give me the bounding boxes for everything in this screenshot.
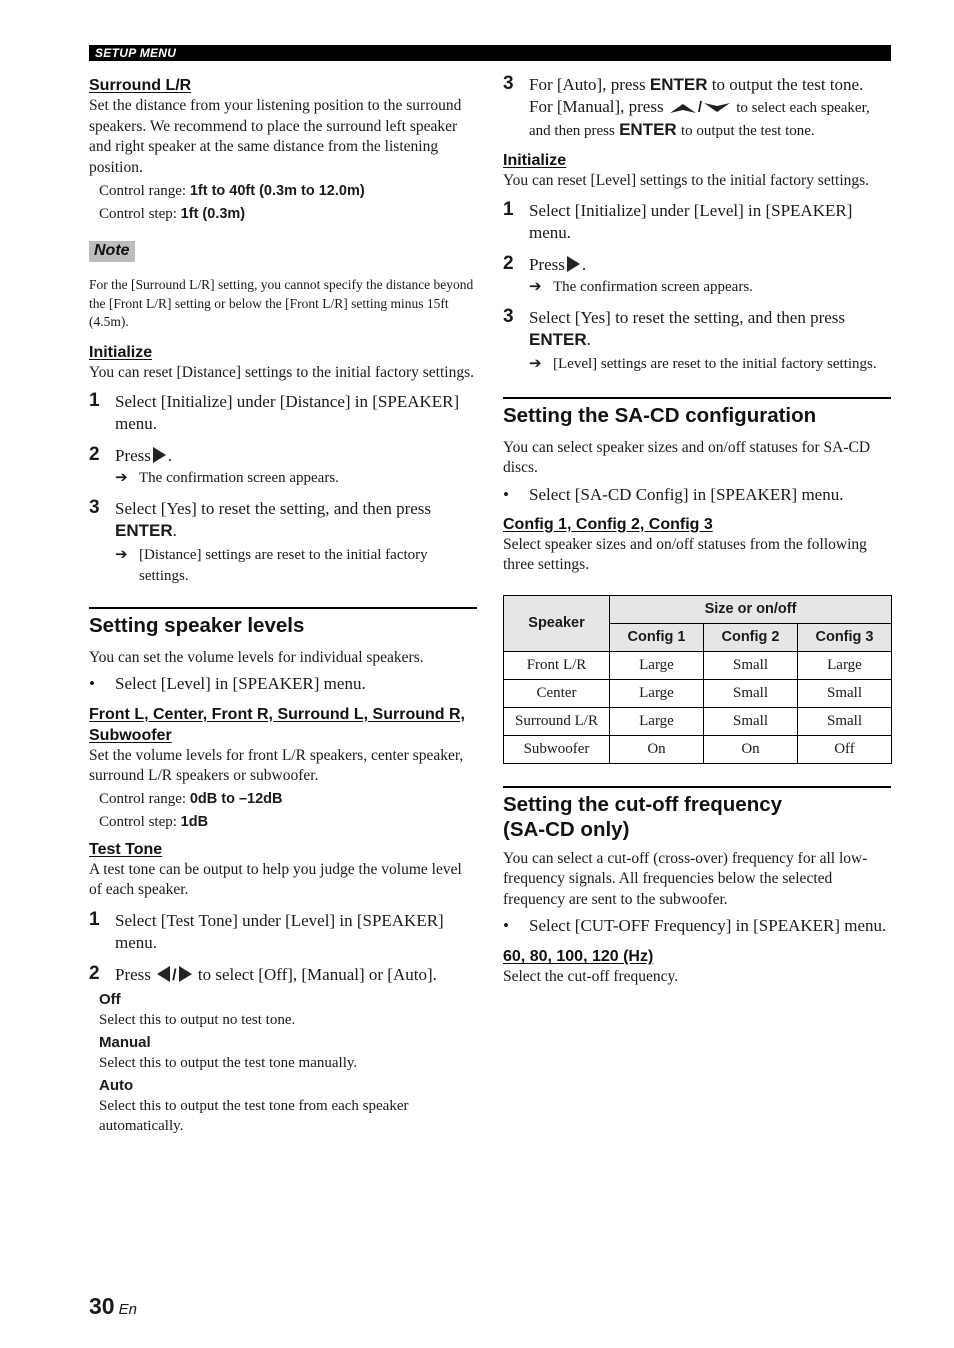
test-tone-body: A test tone can be output to help you judge the volume level of each speaker. xyxy=(89,860,462,898)
result-arrow-icon: ➔ xyxy=(529,355,542,372)
table-cell: Large xyxy=(798,651,892,679)
control-step-label: Control step: xyxy=(99,206,177,222)
step-text: to select each speaker, and then press xyxy=(529,100,870,139)
control-step-label: Control step: xyxy=(99,813,177,830)
front-levels-body: Set the volume levels for front L/R speakers, center speaker, surround L/R speakers or subwoofer. xyxy=(89,746,464,784)
table-header-speaker: Speaker xyxy=(504,595,610,651)
slash: / xyxy=(697,99,702,116)
table-row xyxy=(504,651,892,679)
step-text: Select [Yes] to reset the setting, and then press xyxy=(529,307,846,327)
table-header-row xyxy=(504,595,892,623)
table-cell: Front L/R xyxy=(504,651,610,679)
table-cell: Subwoofer xyxy=(504,735,610,763)
control-step-value: 1ft (0.3m) xyxy=(180,206,246,222)
speaker-levels-heading: Setting speaker levels xyxy=(89,614,305,637)
table-cell: Small xyxy=(704,651,798,679)
table-cell: On xyxy=(704,735,798,763)
enter-key-label: ENTER xyxy=(529,329,587,349)
table-header-config-1: Config 1 xyxy=(610,623,704,651)
step-number: 2 xyxy=(89,444,100,465)
slash: / xyxy=(172,966,177,984)
sacd-config-heading: Setting the SA-CD configuration xyxy=(503,403,817,427)
table-header-config-3: Config 3 xyxy=(798,623,892,651)
surround-control-range xyxy=(99,180,477,203)
test-tone-title: Test Tone xyxy=(89,840,163,858)
option-auto-desc: Select this to output the test tone from each speaker automatically. xyxy=(99,1097,409,1134)
option-manual-desc: Select this to output the test tone manually. xyxy=(99,1054,358,1071)
result-text: The confirmation screen appears. xyxy=(553,278,753,295)
bullet-dot: • xyxy=(503,484,509,504)
note-box xyxy=(89,241,477,332)
cutoff-bullet xyxy=(503,915,891,937)
cutoff-subtitle: 60, 80, 100, 120 (Hz) xyxy=(503,948,654,965)
config-table xyxy=(503,595,892,764)
initialize-level-title: Initialize xyxy=(503,152,567,169)
result-text: The confirmation screen appears. xyxy=(139,470,339,486)
table-header-group: Size or on/off xyxy=(610,595,892,623)
page-language: En xyxy=(118,1301,137,1318)
result-text: [Level] settings are reset to the initial factory settings. xyxy=(553,355,877,372)
bullet-text: Select [SA-CD Config] in [SPEAKER] menu. xyxy=(529,484,844,504)
initialize-level-body: You can reset [Level] settings to the initial factory settings. xyxy=(503,172,870,189)
distance-step-2 xyxy=(89,445,477,467)
step-text: Select [Yes] to reset the setting, and then press xyxy=(115,499,432,518)
distance-step-3-result xyxy=(89,545,477,587)
section-header-bar xyxy=(89,45,891,61)
surround-lr-title: Surround L/R xyxy=(89,77,192,94)
up-chevron-icon xyxy=(668,102,698,114)
control-range-value: 1ft to 40ft (0.3m to 12.0m) xyxy=(189,183,365,199)
step-number: 3 xyxy=(89,497,100,518)
level-step-1 xyxy=(503,200,891,244)
table-cell: Off xyxy=(798,735,892,763)
bullet-dot: • xyxy=(89,673,95,693)
config-subtitle: Config 1, Config 2, Config 3 xyxy=(503,515,713,533)
option-manual-label: Manual xyxy=(99,1033,151,1051)
sacd-config-section xyxy=(503,397,891,428)
surround-control-step xyxy=(99,203,477,226)
step-number: 2 xyxy=(503,252,514,274)
enter-key-label: ENTER xyxy=(619,120,677,139)
speaker-levels-section xyxy=(89,607,477,638)
note-text: For the [Surround L/R] setting, you cannot specify the distance beyond the [Front L/R] setting or below the [Front L/R] setting minus 15ft (4.5m). xyxy=(89,277,474,329)
step-number: 2 xyxy=(89,962,100,984)
control-range-label: Control range: xyxy=(99,790,187,807)
table-cell: Small xyxy=(798,707,892,735)
front-levels-title: Front L, Center, Front R, Surround L, Surround R, Subwoofer xyxy=(89,705,465,744)
table-row xyxy=(504,735,892,763)
step-number: 1 xyxy=(503,198,514,220)
enter-key-label: ENTER xyxy=(649,75,708,94)
right-column xyxy=(503,70,891,988)
right-arrow-icon xyxy=(179,966,192,982)
result-arrow-icon: ➔ xyxy=(115,547,128,563)
bullet-text: Select [CUT-OFF Frequency] in [SPEAKER] menu. xyxy=(529,916,887,935)
initialize-distance-title: Initialize xyxy=(89,343,153,361)
step-text: Press xyxy=(115,446,151,465)
step-number: 1 xyxy=(89,390,100,411)
test-tone-step-1 xyxy=(89,910,477,954)
distance-step-2-result xyxy=(89,468,477,489)
cutoff-section xyxy=(503,786,891,842)
table-cell: Small xyxy=(704,707,798,735)
right-arrow-icon xyxy=(567,256,580,272)
step-text-end: . xyxy=(586,329,591,349)
step-text-end: . xyxy=(581,254,587,274)
step-number: 3 xyxy=(503,305,514,327)
left-column xyxy=(89,70,477,1136)
table-cell: Small xyxy=(704,679,798,707)
table-cell: Small xyxy=(798,679,892,707)
step-number: 3 xyxy=(503,73,514,94)
sacd-config-bullet xyxy=(503,484,891,506)
table-cell: On xyxy=(610,735,704,763)
cutoff-sub-body: Select the cut-off frequency. xyxy=(503,968,679,985)
step-text: to output the test tone. xyxy=(680,123,815,139)
test-tone-step-2 xyxy=(89,964,477,987)
bullet-dot: • xyxy=(503,916,509,935)
note-tag: Note xyxy=(89,241,135,262)
page-number: 30 xyxy=(89,1293,115,1319)
table-cell: Large xyxy=(610,707,704,735)
step-text: For [Manual], press xyxy=(529,97,664,116)
cutoff-body: You can select a cut-off (cross-over) frequency for all low-frequency signals. All frequencies below the selected frequency are sent to the subwoofer. xyxy=(503,849,868,908)
speaker-levels-body: You can set the volume levels for individual speakers. xyxy=(89,649,424,666)
step-text: Select [Initialize] under [Level] in [SPEAKER] menu. xyxy=(529,200,853,242)
table-cell: Large xyxy=(610,679,704,707)
left-arrow-icon xyxy=(157,966,170,982)
test-tone-options xyxy=(89,990,477,1136)
level-step-2 xyxy=(503,254,891,276)
table-cell: Large xyxy=(610,651,704,679)
enter-key-label: ENTER xyxy=(115,521,173,540)
control-step-value: 1dB xyxy=(180,813,209,830)
step-text-end: . xyxy=(167,446,173,465)
table-row xyxy=(504,707,892,735)
config-body: Select speaker sizes and on/off statuses from the following three settings. xyxy=(503,535,867,573)
control-range-value: 0dB to –12dB xyxy=(189,790,283,807)
page-footer xyxy=(89,1293,137,1320)
level-step-3 xyxy=(503,307,891,351)
levels-control-range xyxy=(99,788,477,811)
step-text: Select [Initialize] under [Distance] in [SPEAKER] menu. xyxy=(115,392,460,433)
distance-step-3 xyxy=(89,498,477,542)
step-number: 1 xyxy=(89,908,100,930)
speaker-levels-bullet xyxy=(89,673,477,695)
sacd-config-body: You can select speaker sizes and on/off statuses for SA-CD discs. xyxy=(503,438,871,476)
option-auto-label: Auto xyxy=(99,1076,134,1094)
step-text-end: . xyxy=(172,521,177,540)
levels-control-step xyxy=(99,811,477,834)
option-off-label: Off xyxy=(99,990,121,1008)
initialize-distance-body: You can reset [Distance] settings to the initial factory settings. xyxy=(89,363,474,381)
table-cell: Surround L/R xyxy=(504,707,610,735)
section-header-label: SETUP MENU xyxy=(95,46,177,60)
test-tone-step-3 xyxy=(503,74,891,142)
distance-step-1 xyxy=(89,391,477,435)
step-text: Press xyxy=(529,254,565,274)
cutoff-heading-line-2: (SA-CD only) xyxy=(503,817,630,841)
control-range-label: Control range: xyxy=(99,183,187,199)
step-text-post: to select [Off], [Manual] or [Auto]. xyxy=(197,964,437,984)
step-text: Press xyxy=(115,964,151,984)
right-arrow-icon xyxy=(153,447,166,463)
step-text: Select [Test Tone] under [Level] in [SPEAKER] menu. xyxy=(115,910,444,952)
cutoff-heading-line-1: Setting the cut-off frequency xyxy=(503,792,783,816)
level-step-2-result xyxy=(503,277,891,298)
step-text: to output the test tone. xyxy=(711,75,864,94)
table-header-config-2: Config 2 xyxy=(704,623,798,651)
result-text: [Distance] settings are reset to the initial factory settings. xyxy=(139,547,428,584)
result-arrow-icon: ➔ xyxy=(529,278,542,295)
table-row xyxy=(504,679,892,707)
bullet-text: Select [Level] in [SPEAKER] menu. xyxy=(115,673,366,693)
level-step-3-result xyxy=(503,354,891,375)
table-cell: Center xyxy=(504,679,610,707)
step-text: For [Auto], press xyxy=(529,75,646,94)
down-chevron-icon xyxy=(702,102,732,114)
option-off-desc: Select this to output no test tone. xyxy=(99,1011,296,1028)
surround-lr-body: Set the distance from your listening position to the surround speakers. We recommend to place the surround left speaker and right speaker at the same distance from the listening position. xyxy=(89,97,462,176)
result-arrow-icon: ➔ xyxy=(115,470,128,486)
